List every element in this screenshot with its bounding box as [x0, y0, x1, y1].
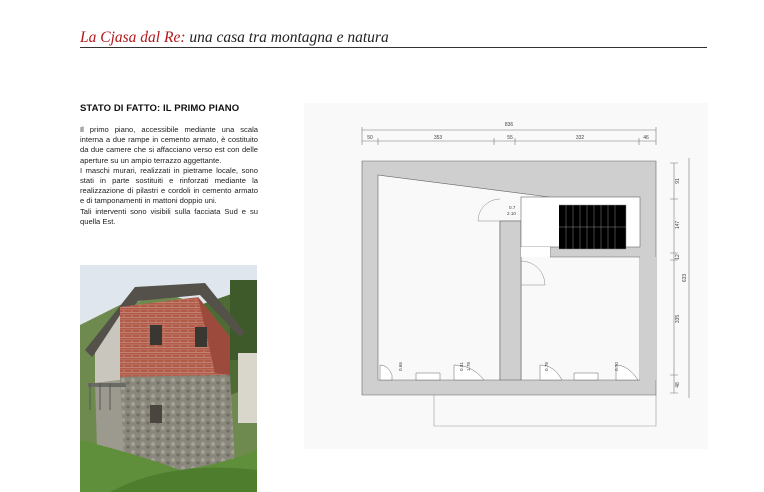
- staircase: [559, 205, 626, 249]
- dim-top-1: 50: [367, 135, 373, 141]
- section-body: [80, 125, 258, 227]
- dim-top-2: 353: [433, 135, 443, 141]
- window-label-3: 1.78: [466, 362, 471, 371]
- dim-right-5: 48: [675, 382, 681, 388]
- dim-top-4: 332: [575, 135, 585, 141]
- title-rest: una casa tra montagna e natura: [185, 29, 389, 46]
- header-rule: [80, 47, 707, 48]
- window-label-4: 0.76: [544, 362, 549, 371]
- paragraph-3: Tali interventi sono visibili sulla facciata Sud e su quella Est.: [80, 206, 258, 226]
- window-label-2: 0.81: [459, 362, 464, 371]
- building-photo: [80, 265, 257, 492]
- window-label-1: 0.65: [398, 362, 403, 371]
- dim-right-4: 335: [675, 314, 681, 324]
- title-accent: La Cjasa dal Re:: [80, 29, 186, 46]
- dim-right-2: 147: [675, 220, 681, 230]
- paragraph-1: Il primo piano, accessibile mediante una scala interna a due rampe in cemento armato, è costituito da due camere che si affacciano verso est con delle aperture su un ampio terrazzo aggettante.: [80, 125, 258, 165]
- door-label-width: 0.7: [509, 205, 516, 210]
- dim-right-3: 12: [675, 254, 681, 260]
- dim-top-3: 55: [507, 135, 513, 141]
- dim-top-5: 46: [643, 135, 649, 141]
- floor-plan: [304, 103, 708, 449]
- door-label-height: 2.10: [507, 211, 516, 216]
- window-label-5: 0.70: [614, 362, 619, 371]
- page-title: [80, 29, 389, 47]
- dim-total: 836: [504, 122, 514, 128]
- paragraph-2: I maschi murari, realizzati in pietrame locale, sono stati in parte sostituiti e rinforzati mediante la realizzazione di pilastri e cordoli in cemento armato e di tamponamenti in mattoni doppio uni.: [80, 165, 258, 206]
- dim-right-total: 633: [682, 273, 688, 283]
- section-heading: STATO DI FATTO: IL PRIMO PIANO: [80, 103, 240, 114]
- dim-right-1: 91: [675, 178, 681, 184]
